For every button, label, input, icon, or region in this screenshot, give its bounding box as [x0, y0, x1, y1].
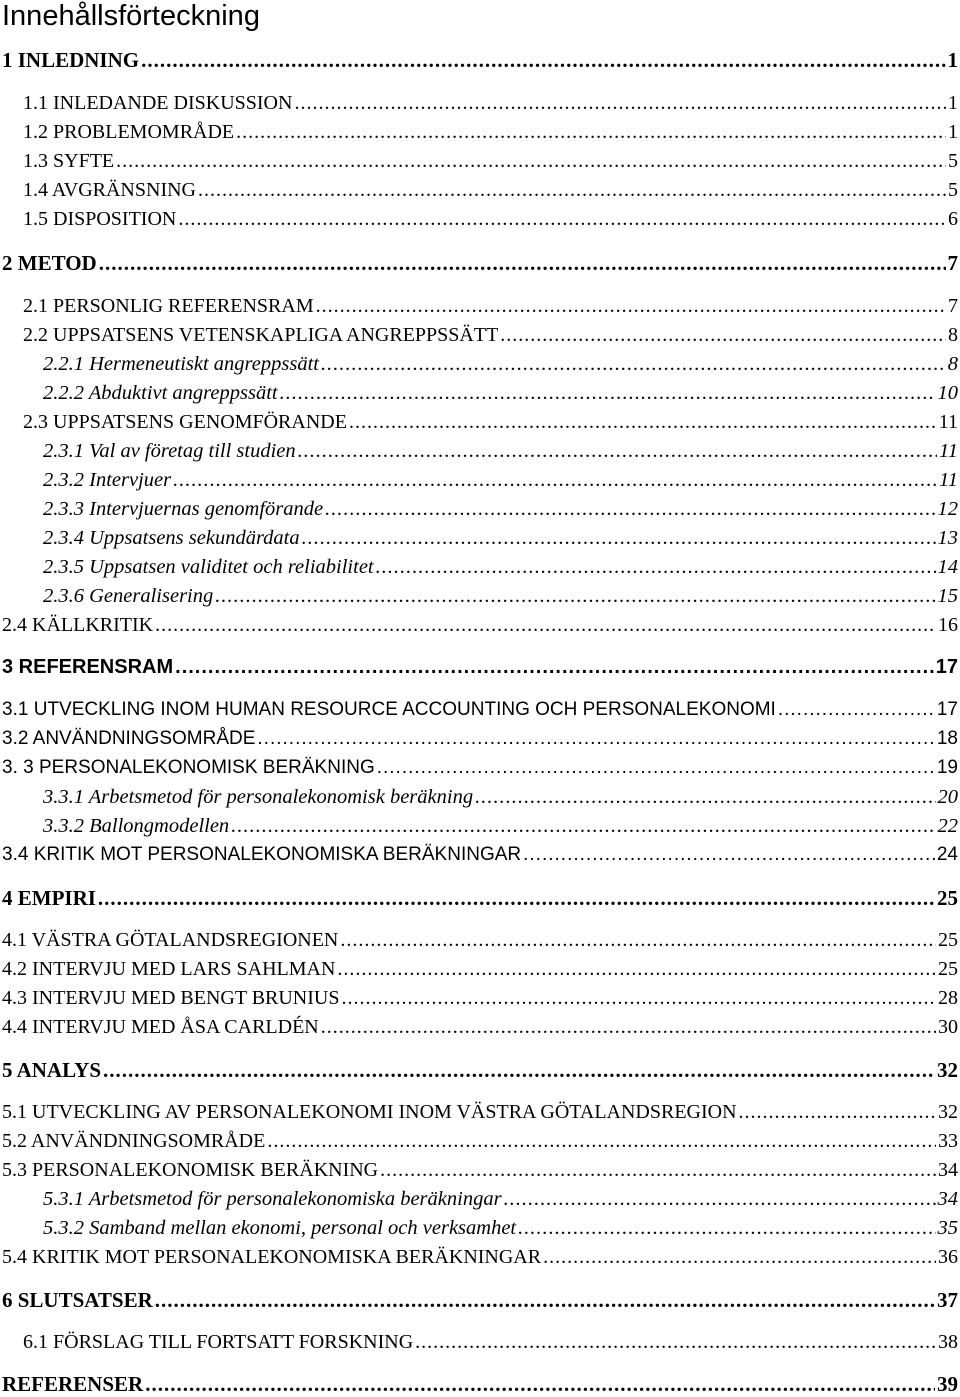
- dot-leader: [337, 958, 936, 981]
- toc-entry-page: 32: [938, 1101, 960, 1124]
- toc-entry[interactable]: [23, 208, 960, 231]
- toc-entry-page: 28: [938, 987, 960, 1010]
- toc-entry[interactable]: [2, 1058, 960, 1083]
- toc-entry-label: 2.3.3 Intervjuernas genomförande: [43, 498, 323, 521]
- toc-entry-page: 20: [938, 786, 960, 809]
- toc-entry-label: 1.1 INLEDANDE DISKUSSION: [23, 92, 292, 115]
- toc-entry-page: 22: [938, 815, 960, 838]
- dot-leader: [116, 150, 946, 173]
- dot-leader: [231, 815, 935, 838]
- toc-entry-page: 13: [938, 527, 960, 550]
- toc-entry-page: 10: [938, 382, 960, 405]
- dot-leader: [215, 585, 935, 608]
- dot-leader: [298, 440, 937, 463]
- toc-entry[interactable]: [2, 251, 960, 276]
- toc-entry-page: 17: [937, 699, 960, 721]
- toc-entry[interactable]: [2, 1246, 960, 1269]
- toc-entry-label: 2.1 PERSONLIG REFERENSRAM: [23, 295, 314, 318]
- toc-entry-label: 4.1 VÄSTRA GÖTALANDSREGIONEN: [2, 929, 338, 952]
- toc-entry-label: 1.3 SYFTE: [23, 150, 114, 173]
- toc-entry-label: 1 INLEDNING: [2, 48, 139, 73]
- dot-leader: [99, 251, 946, 276]
- toc-entry[interactable]: [2, 1101, 960, 1124]
- toc-entry-page: 36: [938, 1246, 960, 1269]
- dot-leader: [504, 1188, 936, 1211]
- toc-entry-label: 3 REFERENSRAM: [2, 656, 173, 679]
- toc-entry-label: 4.2 INTERVJU MED LARS SAHLMAN: [2, 958, 335, 981]
- dot-leader: [267, 1130, 936, 1153]
- dot-leader: [518, 1217, 935, 1240]
- toc-entry-page: 1: [948, 92, 960, 115]
- toc-entry-page: 16: [938, 614, 960, 637]
- toc-entry-label: 6.1 FÖRSLAG TILL FORTSATT FORSKNING: [23, 1331, 413, 1354]
- toc-entry-label: 4.4 INTERVJU MED ÅSA CARLDÉN: [2, 1016, 319, 1039]
- toc-entry-label: 5.2 ANVÄNDNINGSOMRÅDE: [2, 1130, 265, 1153]
- toc-entry[interactable]: [43, 1188, 960, 1211]
- dot-leader: [178, 208, 946, 231]
- toc-entry-label: 5.1 UTVECKLING AV PERSONALEKONOMI INOM VÄSTRA GÖTALANDSREGION: [2, 1101, 737, 1124]
- toc-entry-page: 24: [937, 844, 960, 866]
- toc-entry-label: 2.2 UPPSATSENS VETENSKAPLIGA ANGREPPSSÄTT: [23, 324, 498, 347]
- toc-entry[interactable]: [2, 656, 960, 679]
- toc-entry-page: 33: [938, 1130, 960, 1153]
- toc-entry[interactable]: [2, 757, 960, 779]
- toc-entry-label: 4 EMPIRI: [2, 886, 96, 911]
- toc-entry-page: 1: [948, 121, 960, 144]
- toc-entry-page: 37: [937, 1288, 960, 1313]
- toc-entry-label: 2.3.6 Generalisering: [43, 585, 213, 608]
- toc-entry-page: 18: [937, 728, 960, 750]
- toc-entry[interactable]: [2, 1372, 960, 1397]
- toc-entry-label: 1.4 AVGRÄNSNING: [23, 179, 196, 202]
- toc-entry-label: 2.3 UPPSATSENS GENOMFÖRANDE: [23, 411, 347, 434]
- dot-leader: [155, 614, 936, 637]
- toc-entry-page: 35: [938, 1217, 960, 1240]
- toc-entry-label: 1.5 DISPOSITION: [23, 208, 176, 231]
- toc-entry-page: 7: [948, 295, 960, 318]
- dot-leader: [349, 411, 937, 434]
- dot-leader: [141, 48, 945, 73]
- toc-entry-label: 3.4 KRITIK MOT PERSONALEKONOMISKA BERÄKNINGAR: [2, 844, 521, 866]
- toc-entry-label: 3. 3 PERSONALEKONOMISK BERÄKNING: [2, 757, 375, 779]
- toc-entry-page: 5: [948, 179, 960, 202]
- toc-entry-label: 5.3.1 Arbetsmetod för personalekonomiska beräkningar: [43, 1188, 502, 1211]
- toc-entry-label: 3.1 UTVECKLING INOM HUMAN RESOURCE ACCOUNTING OCH PERSONALEKONOMI: [2, 699, 776, 721]
- toc-entry-page: 8: [948, 324, 960, 347]
- toc-entry-page: 7: [948, 251, 960, 276]
- dot-leader: [321, 1016, 936, 1039]
- toc-entry-page: 19: [937, 757, 960, 779]
- toc-entry[interactable]: [2, 844, 960, 866]
- toc-entry[interactable]: [2, 614, 960, 637]
- toc-heading: Innehållsförteckning: [2, 0, 260, 34]
- toc-entry-page: 11: [939, 440, 960, 463]
- toc-entry[interactable]: [2, 886, 960, 911]
- dot-leader: [103, 1058, 935, 1083]
- toc-entry[interactable]: [2, 699, 960, 721]
- dot-leader: [475, 786, 935, 809]
- toc-entry[interactable]: [43, 815, 960, 838]
- dot-leader: [236, 121, 946, 144]
- toc-entry[interactable]: [23, 295, 960, 318]
- toc-entry[interactable]: [2, 1159, 960, 1182]
- toc-entry-page: 34: [938, 1159, 960, 1182]
- toc-entry-page: 25: [938, 929, 960, 952]
- toc-entry-label: 3.2 ANVÄNDNINGSOMRÅDE: [2, 728, 255, 750]
- dot-leader: [316, 295, 946, 318]
- toc-entry-label: 5.3.2 Samband mellan ekonomi, personal och verksamhet: [43, 1217, 516, 1240]
- toc-entry-page: 5: [948, 150, 960, 173]
- dot-leader: [377, 757, 935, 779]
- dot-leader: [145, 1372, 935, 1397]
- toc-entry-label: 5.3 PERSONALEKONOMISK BERÄKNING: [2, 1159, 378, 1182]
- dot-leader: [280, 382, 936, 405]
- toc-entry-label: 2.3.5 Uppsatsen validitet och reliabilitet: [43, 556, 374, 579]
- toc-entry[interactable]: [2, 1130, 960, 1153]
- toc-entry[interactable]: [43, 353, 960, 376]
- dot-leader: [778, 699, 935, 721]
- toc-entry[interactable]: [43, 498, 960, 521]
- toc-entry-label: 3.3.2 Ballongmodellen: [43, 815, 229, 838]
- toc-entry-page: 25: [938, 958, 960, 981]
- dot-leader: [98, 886, 935, 911]
- toc-entry-page: 38: [938, 1331, 960, 1354]
- toc-entry-label: 2.2.2 Abduktivt angreppssätt: [43, 382, 278, 405]
- toc-entry-page: 32: [937, 1058, 960, 1083]
- dot-leader: [523, 844, 935, 866]
- toc-entry[interactable]: [23, 121, 960, 144]
- dot-leader: [302, 527, 936, 550]
- toc-entry[interactable]: [23, 150, 960, 173]
- toc-entry-label: 6 SLUTSATSER: [2, 1288, 153, 1313]
- toc-entry[interactable]: [43, 469, 960, 492]
- dot-leader: [294, 92, 946, 115]
- toc-entry[interactable]: [2, 48, 960, 73]
- toc-entry-label: 4.3 INTERVJU MED BENGT BRUNIUS: [2, 987, 339, 1010]
- toc-entry-label: 5.4 KRITIK MOT PERSONALEKONOMISKA BERÄKNINGAR: [2, 1246, 541, 1269]
- toc-entry-label: 1.2 PROBLEMOMRÅDE: [23, 121, 234, 144]
- toc-entry-label: 2.3.2 Intervjuer: [43, 469, 171, 492]
- dot-leader: [739, 1101, 936, 1124]
- toc-entry-label: 2 METOD: [2, 251, 97, 276]
- toc-entry[interactable]: [2, 929, 960, 952]
- toc-entry-label: REFERENSER: [2, 1372, 143, 1397]
- toc-entry-page: 34: [938, 1188, 960, 1211]
- toc-entry-page: 11: [939, 469, 960, 492]
- toc-entry-label: 2.4 KÄLLKRITIK: [2, 614, 153, 637]
- toc-entry[interactable]: [43, 440, 960, 463]
- toc-entry-label: 2.3.1 Val av företag till studien: [43, 440, 296, 463]
- dot-leader: [173, 469, 937, 492]
- dot-leader: [376, 556, 936, 579]
- toc-entry-page: 15: [938, 585, 960, 608]
- toc-entry-page: 11: [939, 411, 960, 434]
- toc-entry[interactable]: [23, 179, 960, 202]
- dot-leader: [341, 987, 936, 1010]
- dot-leader: [257, 728, 934, 750]
- toc-entry[interactable]: [43, 585, 960, 608]
- toc-entry-page: 30: [938, 1016, 960, 1039]
- toc-entry[interactable]: [43, 527, 960, 550]
- dot-leader: [340, 929, 936, 952]
- dot-leader: [500, 324, 946, 347]
- toc-entry[interactable]: [43, 556, 960, 579]
- dot-leader: [380, 1159, 936, 1182]
- toc-entry[interactable]: [23, 92, 960, 115]
- toc-entry-page: 6: [948, 208, 960, 231]
- dot-leader: [175, 656, 934, 679]
- toc-entry-page: 14: [938, 556, 960, 579]
- dot-leader: [155, 1288, 935, 1313]
- toc-entry-page: 1: [948, 48, 960, 73]
- toc-entry-page: 25: [937, 886, 960, 911]
- toc-entry[interactable]: [23, 411, 960, 434]
- toc-entry[interactable]: [2, 1016, 960, 1039]
- dot-leader: [321, 353, 946, 376]
- toc-entry-label: 5 ANALYS: [2, 1058, 101, 1083]
- toc-entry[interactable]: [43, 1217, 960, 1240]
- toc-entry[interactable]: [43, 786, 960, 809]
- toc-entry[interactable]: [23, 324, 960, 347]
- toc-entry-page: 39: [937, 1372, 960, 1397]
- toc-entry[interactable]: [2, 987, 960, 1010]
- toc-entry-page: 12: [938, 498, 960, 521]
- toc-entry-label: 2.2.1 Hermeneutiskt angreppssätt: [43, 353, 319, 376]
- toc-entry[interactable]: [2, 728, 960, 750]
- toc-entry[interactable]: [2, 1288, 960, 1313]
- toc-entry-page: 17: [936, 656, 960, 679]
- toc-entry[interactable]: [23, 1331, 960, 1354]
- dot-leader: [415, 1331, 936, 1354]
- toc-entry-label: 2.3.4 Uppsatsens sekundärdata: [43, 527, 300, 550]
- toc-entry-page: 8: [948, 353, 960, 376]
- dot-leader: [325, 498, 935, 521]
- dot-leader: [198, 179, 946, 202]
- toc-entry[interactable]: [2, 958, 960, 981]
- toc-entry-label: 3.3.1 Arbetsmetod för personalekonomisk beräkning: [43, 786, 473, 809]
- toc-entry[interactable]: [43, 382, 960, 405]
- dot-leader: [543, 1246, 936, 1269]
